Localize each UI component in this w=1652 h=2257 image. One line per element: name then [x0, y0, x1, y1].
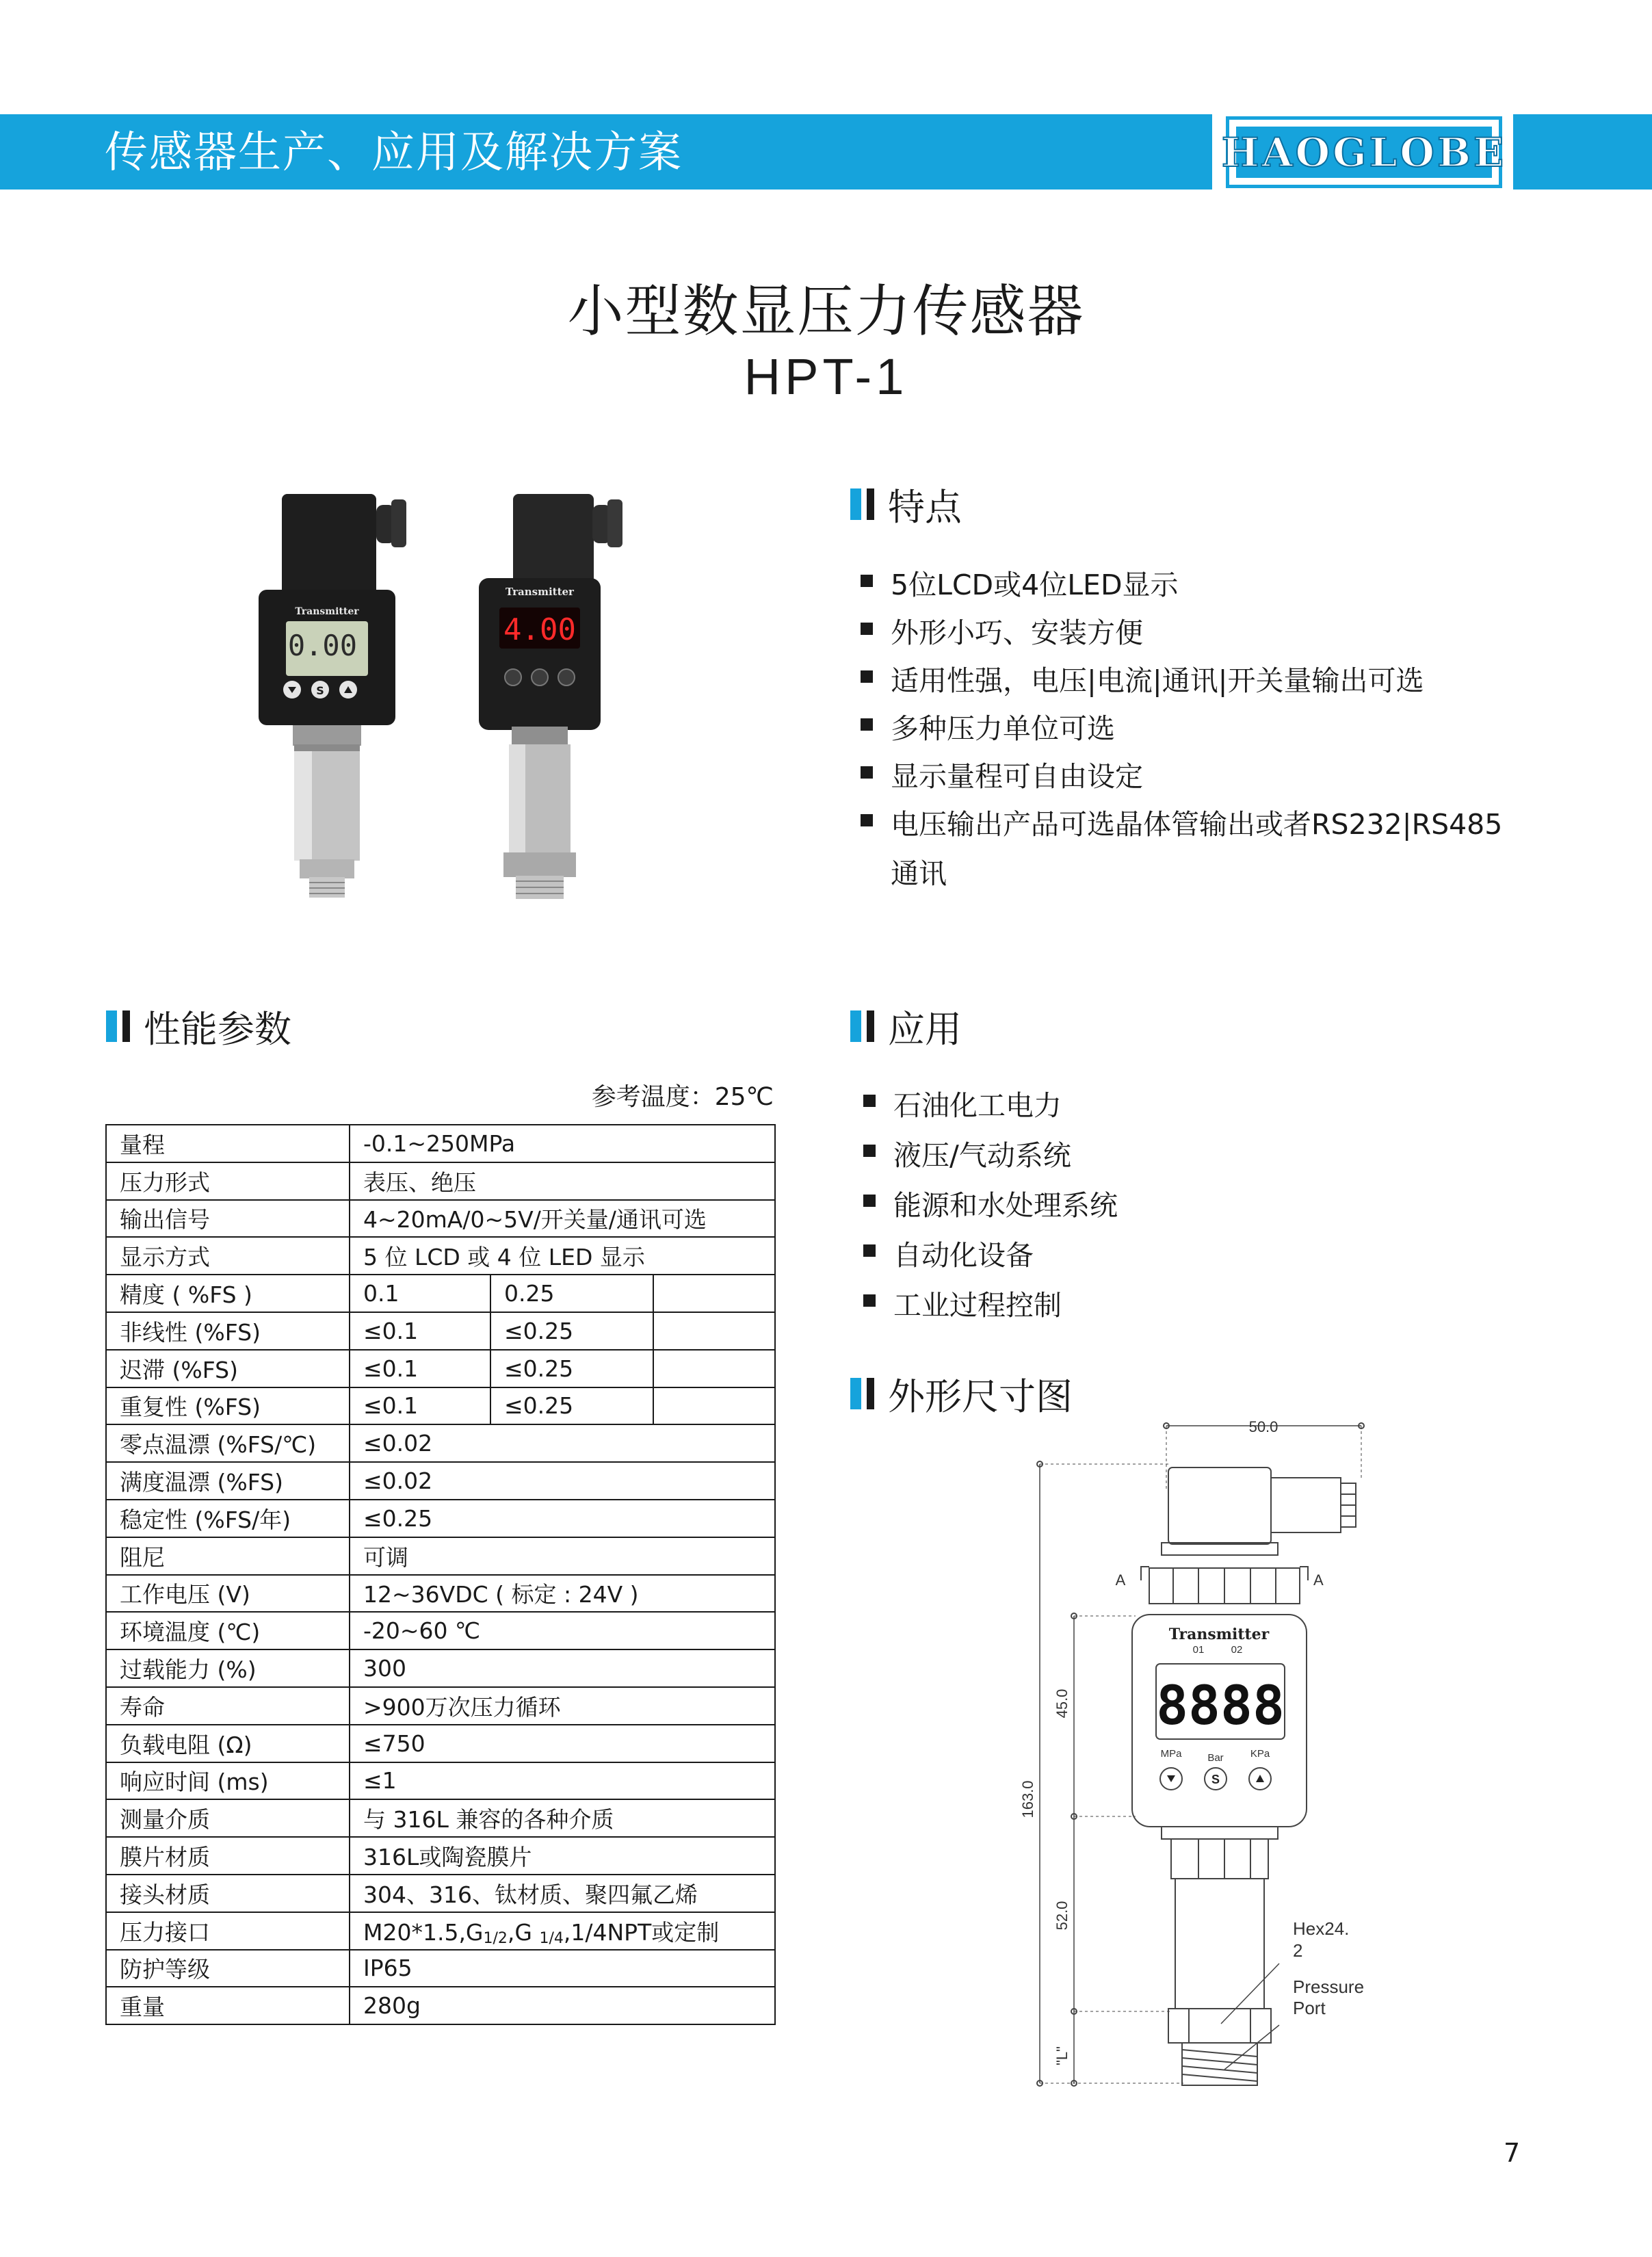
spec-value-grade2: ≤0.25: [490, 1312, 653, 1350]
product-title: 小型数显压力传感器: [567, 279, 1085, 344]
table-row: [106, 1275, 775, 1312]
spec-value: 280g: [350, 1987, 775, 2024]
spec-value: ≤750: [350, 1725, 775, 1762]
port-subscript: 1/4: [539, 1929, 564, 1947]
applications-heading-label: 应用: [888, 1007, 962, 1051]
spec-value: 316L或陶瓷膜片: [350, 1837, 775, 1875]
spec-value: 4~20mA/0~5V/开关量/通讯可选: [350, 1200, 775, 1238]
feature-item: 外形小巧、安装方便: [861, 609, 1627, 657]
spec-value: ≤0.25: [350, 1500, 775, 1537]
table-row: [106, 1387, 775, 1425]
table-row: [106, 1687, 775, 1725]
table-row: [106, 1200, 775, 1238]
spec-value-empty: [653, 1275, 775, 1312]
spec-value-grade2: ≤0.25: [490, 1387, 653, 1425]
spec-value-grade1: ≤0.1: [350, 1387, 490, 1425]
reference-temperature: 参考温度：25℃: [591, 1083, 774, 1111]
drawing-heading: [850, 1372, 1073, 1418]
table-row: [106, 1725, 775, 1762]
hex-label-line2: 2: [1293, 1940, 1303, 1961]
specs-heading-label: 性能参数: [144, 1007, 291, 1051]
spec-label: 压力形式: [106, 1162, 350, 1200]
table-row: [106, 1350, 775, 1387]
spec-value-grade2: 0.25: [490, 1275, 653, 1312]
application-item: 能源和水处理系统: [863, 1181, 1479, 1231]
features-list: [861, 561, 1627, 848]
port-text: ,G: [507, 1918, 540, 1946]
spec-value: ≤0.02: [350, 1424, 775, 1462]
product-photos: [246, 479, 657, 903]
spec-value-empty: [653, 1387, 775, 1425]
spec-label: 测量介质: [106, 1799, 350, 1837]
dimension-width-label: 50.0: [1248, 1418, 1279, 1435]
spec-value: 304、316、钛材质、聚四氟乙烯: [350, 1875, 775, 1912]
table-row: [106, 1237, 775, 1275]
spec-label: 非线性 (%FS): [106, 1312, 350, 1350]
feature-item: 显示量程可自由设定: [861, 753, 1627, 800]
spec-value-grade1: ≤0.1: [350, 1350, 490, 1387]
drawing-channel-1: 01: [1192, 1644, 1205, 1656]
spec-label: 膜片材质: [106, 1837, 350, 1875]
feature-item: 适用性强，电压|电流|通讯|开关量输出可选: [861, 657, 1627, 705]
table-row: [106, 1424, 775, 1462]
spec-value-pressure-port: [350, 1912, 775, 1950]
table-row: [106, 1762, 775, 1800]
table-row: [106, 1649, 775, 1687]
svg-text:S: S: [1211, 1773, 1220, 1786]
table-row: [106, 1837, 775, 1875]
spec-label: 阻尼: [106, 1537, 350, 1575]
port-text: ,1/4NPT或定制: [563, 1918, 720, 1946]
table-row: [106, 1462, 775, 1500]
feature-item: 多种压力单位可选: [861, 705, 1627, 753]
spec-value-empty: [653, 1312, 775, 1350]
spec-value: -0.1~250MPa: [350, 1125, 775, 1162]
spec-label: 稳定性 (%FS/年): [106, 1500, 350, 1537]
drawing-brand-text: Transmitter: [1168, 1626, 1270, 1643]
spec-label: 量程: [106, 1125, 350, 1162]
lcd-brand-text: Transmitter: [295, 606, 359, 617]
table-row: [106, 1987, 775, 2024]
led-reading: 4.00: [503, 612, 576, 647]
spec-value: 与 316L 兼容的各种介质: [350, 1799, 775, 1837]
spec-label: 接头材质: [106, 1875, 350, 1912]
spec-value-grade1: ≤0.1: [350, 1312, 490, 1350]
spec-label: 过载能力 (%): [106, 1649, 350, 1687]
features-heading-label: 特点: [888, 485, 962, 529]
spec-value: 表压、绝压: [350, 1162, 775, 1200]
spec-value: IP65: [350, 1950, 775, 1987]
spec-label: 响应时间 (ms): [106, 1762, 350, 1800]
table-row: [106, 1799, 775, 1837]
product-model: HPT-1: [744, 348, 908, 405]
application-item: 自动化设备: [863, 1231, 1479, 1281]
spec-value-grade1: 0.1: [350, 1275, 490, 1312]
spec-label: 重量: [106, 1987, 350, 2024]
spec-value: 5 位 LCD 或 4 位 LED 显示: [350, 1237, 775, 1275]
application-item: 液压/气动系统: [863, 1131, 1479, 1181]
spec-value: -20~60 ℃: [350, 1612, 775, 1649]
applications-list: [863, 1081, 1479, 1331]
spec-label: 压力接口: [106, 1912, 350, 1950]
dimension-total-label: 163.0: [1019, 1780, 1036, 1818]
lcd-transmitter-photo: [259, 494, 406, 898]
spec-value: ≤1: [350, 1762, 775, 1800]
feature-item-continuation: 通讯: [891, 857, 947, 890]
spec-value-grade2: ≤0.25: [490, 1350, 653, 1387]
feature-item: 5位LCD或4位LED显示: [861, 561, 1627, 609]
table-row: [106, 1612, 775, 1649]
spec-label: 环境温度 (℃): [106, 1612, 350, 1649]
application-item: 石油化工电力: [863, 1081, 1479, 1131]
spec-label: 重复性 (%FS): [106, 1387, 350, 1425]
spec-table: [105, 1124, 776, 2025]
spec-value: 可调: [350, 1537, 775, 1575]
brand-logo-text: HAOGLOBE: [1221, 129, 1507, 176]
applications-heading: [850, 1004, 962, 1051]
spec-value-empty: [653, 1350, 775, 1387]
drawing-display-digits: 8888: [1156, 1675, 1285, 1737]
spec-label: 负载电阻 (Ω): [106, 1725, 350, 1762]
specs-heading: [106, 1004, 291, 1051]
table-row: [106, 1950, 775, 1987]
spec-value: 300: [350, 1649, 775, 1687]
spec-label: 输出信号: [106, 1200, 350, 1238]
table-row: [106, 1537, 775, 1575]
feature-item: 电压输出产品可选晶体管输出或者RS232|RS485: [861, 800, 1627, 848]
header-band-right: [1513, 114, 1652, 190]
pressure-port-label-line2: Port: [1293, 1998, 1326, 2018]
spec-label: 迟滞 (%FS): [106, 1350, 350, 1387]
port-text: M20*1.5,G: [363, 1918, 484, 1946]
drawing-unit-mpa: MPa: [1160, 1748, 1182, 1760]
spec-value: >900万次压力循环: [350, 1687, 775, 1725]
header-title: 传感器生产、应用及解决方案: [105, 127, 683, 177]
drawing-channel-2: 02: [1231, 1644, 1243, 1656]
led-transmitter-photo: [479, 494, 622, 899]
drawing-unit-bar: Bar: [1207, 1752, 1224, 1764]
hex-label-line1: Hex24.: [1293, 1918, 1350, 1939]
brand-logo: [1221, 116, 1507, 188]
dimension-drawing: [1019, 1416, 1402, 2093]
port-subscript: 1/2: [483, 1929, 508, 1947]
spec-label: 寿命: [106, 1687, 350, 1725]
table-row: [106, 1875, 775, 1912]
lcd-reading: 0.00: [287, 629, 357, 662]
table-row: [106, 1162, 775, 1200]
svg-text:S: S: [316, 684, 324, 697]
drawing-unit-kpa: KPa: [1250, 1748, 1270, 1760]
page-number: 7: [1504, 2138, 1521, 2168]
section-mark-left: A: [1115, 1571, 1126, 1589]
table-row: [106, 1312, 775, 1350]
spec-label: 显示方式: [106, 1237, 350, 1275]
application-item: 工业过程控制: [863, 1281, 1479, 1331]
table-row: [106, 1912, 775, 1950]
spec-label: 零点温漂 (%FS/℃): [106, 1424, 350, 1462]
table-row: [106, 1575, 775, 1613]
spec-label: 满度温漂 (%FS): [106, 1462, 350, 1500]
dimension-lower-label: 52.0: [1053, 1901, 1071, 1931]
section-mark-right: A: [1313, 1571, 1324, 1589]
spec-value: 12~36VDC ( 标定 : 24V ): [350, 1575, 775, 1613]
spec-label: 精度 ( %FS ): [106, 1275, 350, 1312]
table-row: [106, 1500, 775, 1537]
spec-label: 工作电压 (V): [106, 1575, 350, 1613]
features-heading: [850, 482, 962, 529]
pressure-port-label-line1: Pressure: [1293, 1976, 1365, 1997]
drawing-heading-label: 外形尺寸图: [888, 1374, 1073, 1418]
led-brand-text: Transmitter: [506, 586, 574, 598]
table-row: [106, 1125, 775, 1162]
dimension-thread-label: "L": [1053, 2046, 1071, 2065]
dimension-upper-label: 45.0: [1053, 1688, 1071, 1719]
spec-label: 防护等级: [106, 1950, 350, 1987]
spec-value: ≤0.02: [350, 1462, 775, 1500]
